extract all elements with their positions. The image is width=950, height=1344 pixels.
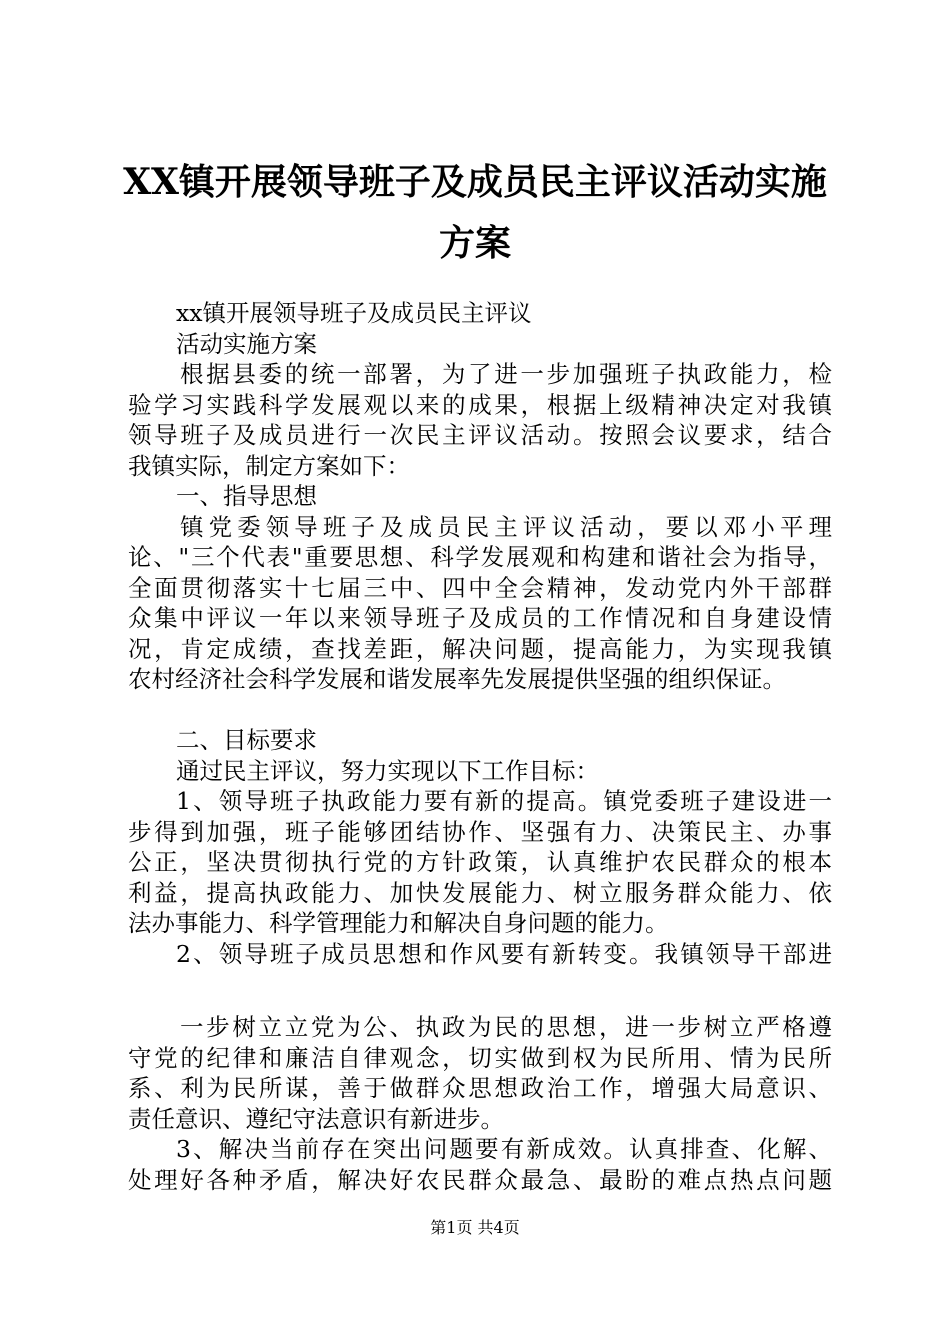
paragraph-line: 守党的纪律和廉洁自律观念，切实做到权为民所用、情为民所 xyxy=(128,1043,832,1072)
paragraph-line: 验学习实践科学发展观以来的成果，根据上级精神决定对我镇 xyxy=(128,390,832,419)
paragraph-line: 一步树立立党为公、执政为民的思想，进一步树立严格遵 xyxy=(180,1013,832,1041)
paragraph-line: 农村经济社会科学发展和谐发展率先发展提供坚强的组织保证。 xyxy=(128,665,786,693)
paragraph-line: 众集中评议一年以来领导班子及成员的工作情况和自身建设情 xyxy=(128,604,832,632)
body-block-2 xyxy=(128,1012,832,1195)
document-title-line-2: 方案 xyxy=(438,222,511,264)
paragraph-line: 镇党委领导班子及成员民主评议活动，要以邓小平理 xyxy=(180,512,832,541)
paragraph-line: 处理好各种矛盾，解决好农民群众最急、最盼的难点热点问题 xyxy=(128,1165,832,1194)
page-footer: 第1页 共4页 xyxy=(430,1218,520,1237)
paragraph-line: 步得到加强，班子能够团结协作、坚强有力、决策民主、办事 xyxy=(128,817,832,846)
blank-line xyxy=(128,695,832,726)
subtitle-line-2: 活动实施方案 xyxy=(176,329,317,358)
paragraph-line: 2、领导班子成员思想和作风要有新转变。我镇领导干部进 xyxy=(176,939,832,968)
paragraph-line: 责任意识、遵纪守法意识有新进步。 xyxy=(128,1104,504,1133)
paragraph-line: 公正，坚决贯彻执行党的方针政策，认真维护农民群众的根本 xyxy=(128,848,832,876)
document-title-line-1: XX镇开展领导班子及成员民主评议活动实施 xyxy=(123,161,827,203)
paragraph-line: 况，肯定成绩，查找差距，解决问题，提高能力，为实现我镇 xyxy=(128,634,832,663)
paragraph-line: 通过民主评议，努力实现以下工作目标： xyxy=(176,756,599,785)
subtitle-line-1: xx镇开展领导班子及成员民主评议 xyxy=(176,299,532,327)
paragraph-line: 全面贯彻落实十七届三中、四中全会精神，发动党内外干部群 xyxy=(128,573,832,602)
paragraph-line: 论、"三个代表"重要思想、科学发展观和构建和谐社会为指导， xyxy=(128,543,832,571)
paragraph-line: 1、领导班子执政能力要有新的提高。镇党委班子建设进一 xyxy=(176,787,832,815)
paragraph-line: 法办事能力、科学管理能力和解决自身问题的能力。 xyxy=(128,909,669,937)
section-heading-2: 二、目标要求 xyxy=(176,726,317,754)
body-block-1 xyxy=(128,298,832,969)
section-heading-1: 一、指导思想 xyxy=(176,482,317,510)
paragraph-line: 根据县委的统一部署，为了进一步加强班子执政能力，检 xyxy=(180,360,832,388)
paragraph-line: 利益，提高执政能力、加快发展能力、树立服务群众能力、依 xyxy=(128,878,832,907)
paragraph-line: 我镇实际，制定方案如下： xyxy=(128,451,410,480)
paragraph-line: 领导班子及成员进行一次民主评议活动。按照会议要求，结合 xyxy=(128,421,832,449)
paragraph-line: 系、利为民所谋，善于做群众思想政治工作，增强大局意识、 xyxy=(128,1074,832,1102)
paragraph-line: 3、解决当前存在突出问题要有新成效。认真排查、化解、 xyxy=(176,1135,832,1163)
